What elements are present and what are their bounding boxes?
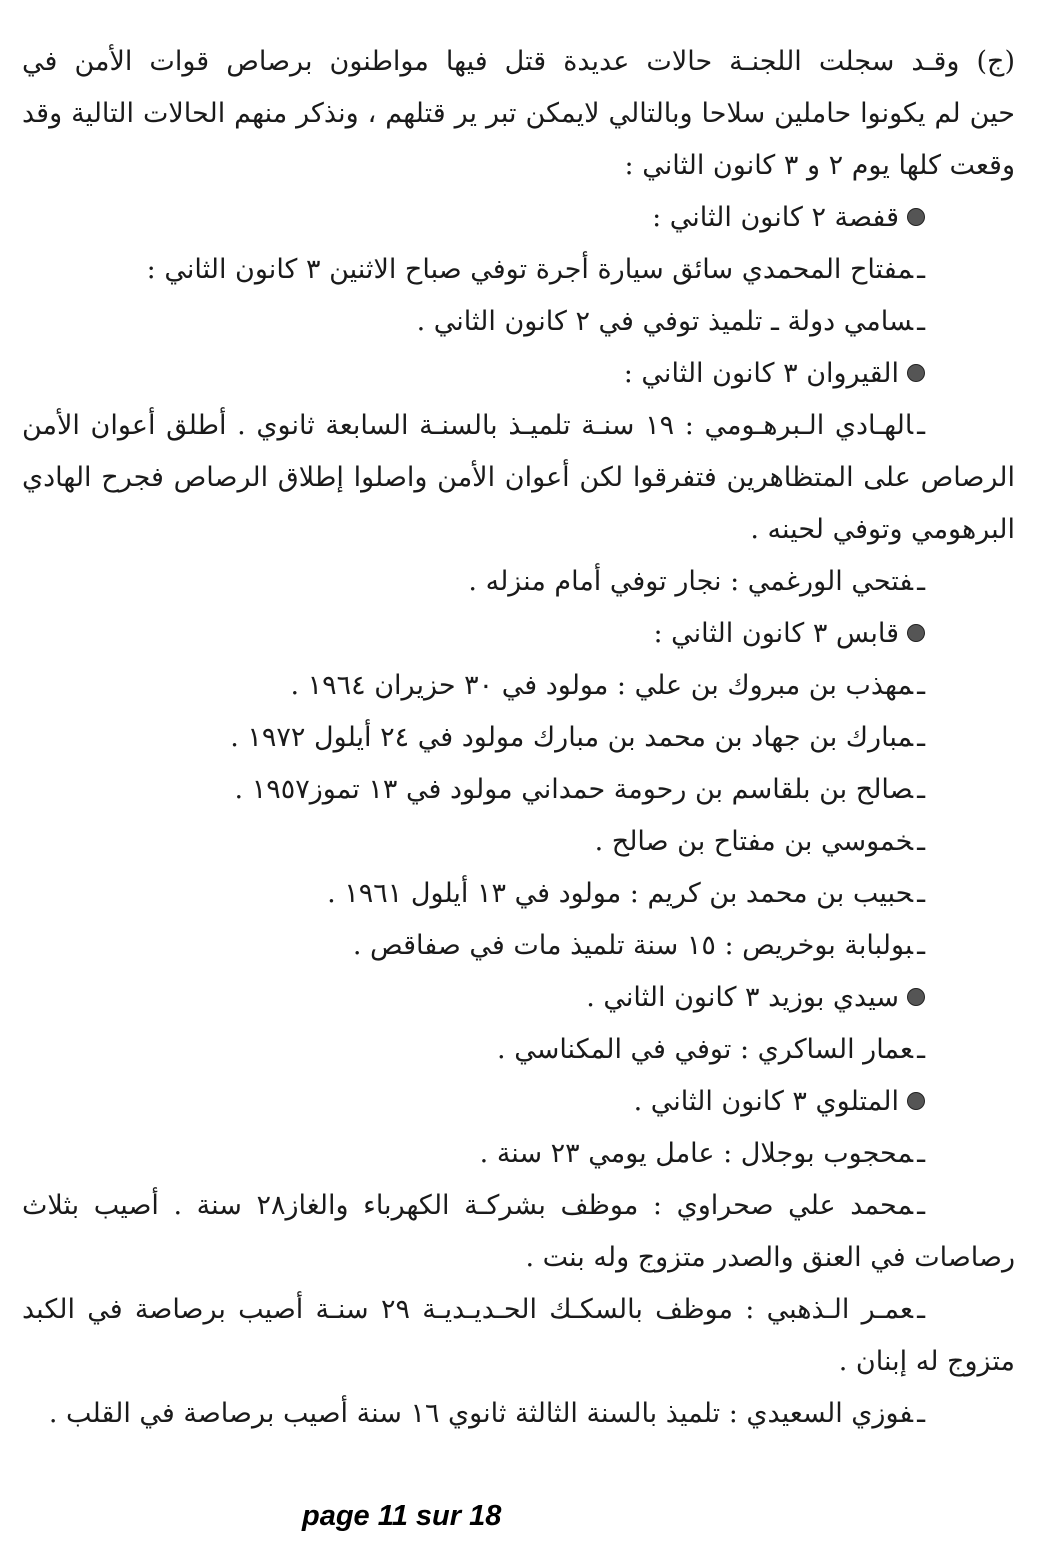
victim-entry: ـبولبابة بوخريص : ١٥ سنة تلميذ مات في صفاقص . — [352, 930, 925, 961]
dash-marker: ـ — [917, 306, 925, 337]
victim-entry: ـسامي دولة ـ تلميذ توفي في ٢ كانون الثاني . — [416, 306, 925, 337]
report-body — [22, 36, 1015, 1440]
victim-entry: ـمحجوب بوجلال : عامل يومي ٢٣ سنة . — [479, 1138, 925, 1169]
dash-marker: ـ — [917, 254, 925, 285]
dash-marker: ـ — [917, 878, 925, 909]
section-heading-sidi-bouzid: سيدي بوزيد ٣ كانون الثاني . — [22, 972, 1015, 1024]
victim-entry-continuation: الرصاص على المتظاهرين فتفرقوا لكن أعوان الأمن واصلوا إطلاق الرصاص فجرح الهادي — [22, 462, 1015, 493]
victim-entry-continuation: متزوج له إبنان . — [838, 1346, 1015, 1377]
section-heading-kairouan: القيروان ٣ كانون الثاني : — [22, 348, 1015, 400]
section-heading-gabes: قابس ٣ كانون الثاني : — [22, 608, 1015, 660]
victim-entry: ـعمـر الـذهبي : موظف بالسكـك الحـديـديـة ٢٩ سنـة أصيب برصاصة في الكبد — [22, 1294, 925, 1325]
victim-entry: ـالهـادي الـبرهـومي : ١٩ سنـة تلميـذ بالسنـة السابعة ثانوي . أطلق أعوان الأمن — [22, 410, 925, 441]
dash-marker: ـ — [917, 1034, 925, 1065]
victim-entry: ـمهذب بن مبروك بن علي : مولود في ٣٠ حزيران ١٩٦٤ . — [290, 670, 925, 701]
victim-entry: ـخموسي بن مفتاح بن صالح . — [594, 826, 925, 857]
dash-marker: ـ — [917, 670, 925, 701]
dash-marker: ـ — [917, 722, 925, 753]
bullet-icon — [907, 988, 925, 1006]
dash-marker: ـ — [917, 410, 925, 441]
dash-marker: ـ — [917, 930, 925, 961]
dash-marker: ـ — [917, 1294, 925, 1325]
victim-entry: ـعمار الساكري : توفي في المكناسي . — [497, 1034, 925, 1065]
dash-marker: ـ — [917, 1138, 925, 1169]
bullet-icon — [907, 624, 925, 642]
section-heading-metlaoui: المتلوي ٣ كانون الثاني . — [22, 1076, 1015, 1128]
intro-line: حين لم يكونوا حاملين سلاحا وبالتالي لايمكن تبر ير قتلهم ، ونذكر منهم الحالات التالية وقد — [22, 98, 1015, 129]
victim-entry: ـصالح بن بلقاسم بن رحومة حمداني مولود في ١٣ تموز١٩٥٧ . — [234, 774, 925, 805]
dash-marker: ـ — [917, 826, 925, 857]
dash-marker: ـ — [917, 1398, 925, 1429]
victim-entry: ـمفتاح المحمدي سائق سيارة أجرة توفي صباح الاثنين ٣ كانون الثاني : — [146, 254, 925, 285]
victim-entry: ـمحمد علي صحراوي : موظف بشركـة الكهرباء والغاز٢٨ سنة . أصيب بثلاث — [22, 1190, 925, 1221]
victim-entry: ـحبيب بن محمد بن كريم : مولود في ١٣ أيلول ١٩٦١ . — [327, 878, 925, 909]
dash-marker: ـ — [917, 774, 925, 805]
bullet-icon — [907, 1092, 925, 1110]
section-heading-gafsa: قفصة ٢ كانون الثاني : — [22, 192, 1015, 244]
victim-entry-continuation: رصاصات في العنق والصدر متزوج وله بنت . — [525, 1242, 1015, 1273]
page-number-footer: page 11 sur 18 — [302, 1500, 502, 1532]
dash-marker: ـ — [917, 1190, 925, 1221]
victim-entry-continuation: البرهومي وتوفي لحينه . — [750, 514, 1015, 545]
victim-entry: ـفوزي السعيدي : تلميذ بالسنة الثالثة ثانوي ١٦ سنة أصيب برصاصة في القلب . — [48, 1398, 925, 1429]
bullet-icon — [907, 208, 925, 226]
bullet-icon — [907, 364, 925, 382]
intro-line: وقعت كلها يوم ٢ و ٣ كانون الثاني : — [624, 150, 1015, 181]
victim-entry: ـمبارك بن جهاد بن محمد بن مبارك مولود في ٢٤ أيلول ١٩٧٢ . — [230, 722, 925, 753]
intro-line: (ج) وقـد سجلت اللجنـة حالات عديدة قتل فيها مواطنون برصاص قوات الأمن في — [22, 46, 1015, 77]
dash-marker: ـ — [917, 566, 925, 597]
victim-entry: ـفتحي الورغمي : نجار توفي أمام منزله . — [468, 566, 925, 597]
